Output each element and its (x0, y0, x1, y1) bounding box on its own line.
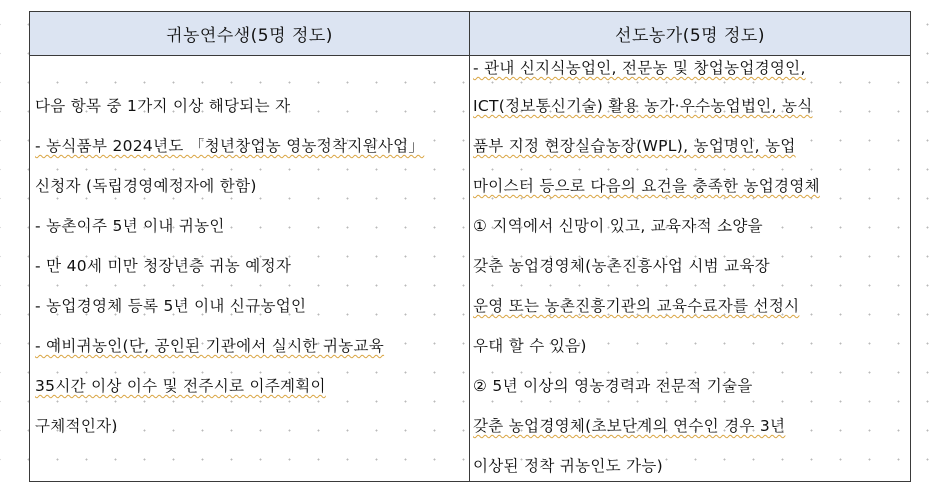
leading-farm-item: - 관내 신지식농업인, 전문농 및 창업농업경영인, (473, 59, 806, 77)
criteria-item-continued: 35시간 이상 이수 및 전주시로 이주계획이 (35, 377, 326, 395)
header-returning-farmer-trainees (30, 12, 470, 56)
criteria-item: - 농식품부 2024년도 「청년창업농 영농정착지원사업」 (35, 137, 425, 155)
requirement-two-continued: 이상된 정착 귀농인도 가능) (473, 457, 664, 475)
requirement-two: ② 5년 이상의 영농경력과 전문적 기술을 (473, 377, 753, 395)
content-row (30, 56, 911, 482)
header-leading-farms (470, 12, 911, 56)
criteria-item: - 만 40세 미만 청장년층 귀농 예정자 (35, 257, 292, 275)
criteria-item-continued: 구체적인자) (35, 417, 118, 435)
criteria-item-continued: 신청자 (독립경영예정자에 한함) (35, 177, 257, 195)
leading-farm-item-continued: 마이스터 등으로 다음의 요건을 충족한 농업경영체 (473, 177, 820, 195)
criteria-item: - 농업경영체 등록 5년 이내 신규농업인 (35, 297, 307, 315)
leading-farm-item-continued: 품부 지정 현장실습농장(WPL), 농업명인, 농업 (473, 137, 796, 155)
header-row (30, 12, 911, 56)
left-criteria-cell (30, 56, 470, 482)
header-right-text: 선도농가(5명 정도) (615, 26, 765, 46)
requirement-one-continued: 갖춘 농업경영체(농촌진흥사업 시범 교육장 (473, 257, 770, 275)
header-left-text: 귀농연수생(5명 정도) (166, 26, 333, 46)
criteria-intro: 다음 항목 중 1가지 이상 해당되는 자 (35, 97, 291, 115)
requirement-two-continued: 갖춘 농업경영체(초보단계의 연수인 경우 3년 (473, 417, 786, 435)
requirement-one: ① 지역에서 신망이 있고, 교육자적 소양을 (473, 217, 763, 235)
requirement-one-continued: 우대 할 수 있음) (473, 337, 587, 355)
requirement-one-continued: 운영 또는 농촌진흥기관의 교육수료자를 선정시 (473, 297, 800, 315)
leading-farm-item-continued: ICT(정보통신기술) 활용 농가·우수농업법인, 농식 (473, 97, 813, 115)
criteria-item: - 예비귀농인(단, 공인된 기관에서 실시한 귀농교육 (35, 337, 385, 355)
recruitment-table (29, 11, 911, 482)
right-criteria-cell (470, 56, 911, 482)
criteria-item: - 농촌이주 5년 이내 귀농인 (35, 217, 225, 235)
